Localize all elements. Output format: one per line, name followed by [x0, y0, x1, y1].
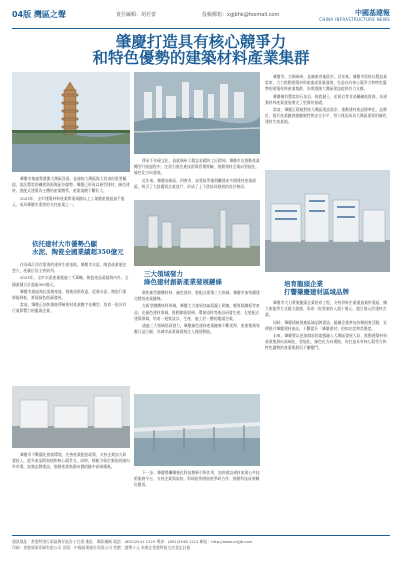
- subheading-3-line-1: 培育龍頭企業: [284, 280, 323, 288]
- section-2-paragraph-1: 聚焦新型牆體材料、綠色建材、裝配式建築三大領域，肇慶市加快構建完整的產業鏈條。: [134, 290, 260, 302]
- col2-bottom: [134, 470, 260, 532]
- intro-paragraph: 肇慶市，古稱端州，是廣東省地級市。近年來，肇慶市堅持以製造業當家，大力推動建築材料產業高質量發展，打造具有核心競爭力和特色優勢的建築材料產業集群，為粵港澳大灣區建設提供有力支撐。: [265, 74, 387, 92]
- intro-column: [265, 74, 390, 168]
- cement-plant-photo: [134, 200, 260, 266]
- footer-line-2: 印刷：香港報業印刷有限公司 出版：中國基建報社有限公司 售價：港幣十元 本報在香港特區合法登記註冊: [12, 545, 191, 550]
- section-3-paragraph-3: 未來，肇慶將以更加開放的姿態融入大灣區發展大局，推動建築材料產業集群向高端化、智能化、綠色化方向邁進，為打造具有核心競爭力和特色優勢的產業集群而不懈奮鬥。: [265, 333, 387, 351]
- page-header: [12, 6, 390, 29]
- section-1-paragraph-3: 肇慶市通過淘汰落後產能、推進技術改造，促進水泥、陶瓷行業節能降耗，實現綠色低碳發展。: [12, 288, 127, 301]
- col3-paragraph-1: 肇慶擁有豐富的石灰岩、陶瓷黏土、花崗岩等非金屬礦產資源，為建築材料產業發展奠定了堅實的基礎。: [265, 93, 387, 105]
- col1-body: [12, 176, 130, 234]
- col3-paragraph-2: 當前，肇慶正積極對接大灣區建設需求，推動建材產品標準化、品牌化，提升產業鏈供應鏈韌性和安全水平，努力建設成為大灣區重要的綠色建材生產基地。: [265, 107, 387, 125]
- section-1-body: [12, 262, 130, 382]
- subheading-2-line-2: 綠色建材創新產業發展鏈條: [144, 278, 222, 286]
- col1-bottom: [12, 452, 130, 532]
- section-2-paragraph-2: 在新型牆體材料領域，肇慶大力發展加氣混凝土砌塊、輕質隔牆板等產品；在綠色建材領域，推動節能玻璃、環保塗料等產品研發生產；在裝配式建築領域，培育一批集設計、生產、施工於一體的龍頭企業。: [134, 303, 260, 321]
- subheading-1-line-1: 依托建材大市優勢凸顯: [32, 240, 97, 248]
- footer-line-1: 通訊地址：香港特別行政區灣仔區告士打道 地址：郵政編碼 電話：(852)2541 1220 傳真：(852)2548 1211 網址：http://www.cnjjjb.com: [12, 539, 253, 544]
- headline-line-1: 肇慶打造具有核心競爭力: [115, 32, 287, 51]
- subheading-2: [144, 270, 260, 286]
- section-1-paragraph-4: 當前，肇慶正加快推進傳統建材產業數字化轉型，培育一批具有行業影響力的龍頭企業。: [12, 302, 127, 314]
- subheading-3: [284, 280, 390, 296]
- subheading-1: [32, 240, 132, 256]
- subheading-3-line-2: 打響肇慶建材區域品牌: [284, 288, 349, 296]
- col1-bottom-paragraph: 肇慶市不斷優化營商環境，完善產業配套政策，支持企業加大研發投入，提升產品附加值和核心競爭力。同時，積極引導企業拓展國內外市場，加強品牌建設，推動產業集群向價值鏈中高端邁進。: [12, 452, 130, 470]
- subheading-2-line-1: 三大領域發力: [144, 270, 183, 278]
- col2-bottom-paragraph: 下一步，肇慶將繼續強化科技創新引領作用，加快建設建材產業公共技術服務平台，支持企業與高校、科研院所開展產學研合作，推動科技成果轉化應用。: [134, 470, 260, 488]
- editor-credit: 責任編輯：胡若蕾: [116, 12, 157, 18]
- section-3-paragraph-1: 肇慶市大力實施龍頭企業培育工程，支持骨幹企業通過兼併重組、擴大產能等方式做大做強，形成一批營業收入超十億元、超百億元的建材企業。: [265, 300, 387, 318]
- col2-paragraph-2: 近年來，肇慶高新區、四會市、高要區等地相繼建成多個建材產業園區，吸引了大批優質企業落戶，形成了上下游協同發展的良好格局。: [134, 177, 256, 189]
- col2-body: [134, 158, 260, 198]
- page-label: 04版 灣區之聲: [12, 10, 66, 19]
- section-3-paragraph-2: 同時，肇慶積極推進區域品牌建設，組織企業參加各類展會活動，宣傳推介肇慶建材產品，不斷提升「肇慶建材」的知名度和美譽度。: [265, 319, 387, 331]
- page-footer: [12, 535, 390, 551]
- bridge-photo: [134, 394, 260, 466]
- section-1-paragraph-2: 2023年，全市水泥產量超過三千萬噸，陶瓷產品遠銷海內外，全國業績合計超過350億元。: [12, 275, 129, 287]
- factory-interior-photo: [12, 386, 130, 448]
- pagoda-photo: [12, 72, 130, 172]
- industrial-park-photo: [265, 170, 390, 272]
- submission-email: 投稿郵箱：xgjbhk@foxmail.com: [202, 12, 280, 18]
- col1-paragraph-2: 2023年，全市建築材料產業實現規模以上工業總產值超過千億元，成為肇慶市重要的支柱產業之一。: [12, 195, 125, 207]
- newspaper-logo: 中國基建報: [355, 9, 390, 17]
- section-2-body: [134, 290, 260, 390]
- subheading-1-line-2: 水泥、陶瓷全國業績超350億元: [32, 248, 124, 256]
- col1-paragraph-1: 肇慶市地處粵港澳大灣區西部，是連接大灣區與大西南的重要樞紐。依託豐富的礦產資源與區位優勢，肇慶已形成以新型建材、綠色建材、裝配式建築為主體的產業體系，產業規模不斷壯大。: [12, 176, 130, 194]
- newspaper-logo-sub: CHINA INFRASTRUCTURE NEWS: [319, 17, 390, 22]
- section-1-paragraph-1: 作為珠江西岸重要的建材生產基地，肇慶市水泥、陶瓷產業歷史悠久，產量位居全省前列。: [12, 262, 127, 274]
- col2-paragraph-1: 傳承千年硯文化，造就端州人精益求精的工匠精神。肇慶市在推動產業轉型升級過程中，注重引進先進技術與管理經驗，推動建材企業向智能化、綠色化方向發展。: [134, 158, 260, 176]
- section-3-body: [265, 300, 390, 530]
- section-2-paragraph-3: 通過三大領域協同發力，肇慶綠色建材產業鏈條不斷延伸，產業集聚效應日益凸顯，為城市高質量發展注入強勁動能。: [134, 323, 260, 335]
- headline-line-2: 和特色優勢的建築材料產業集群: [92, 48, 310, 67]
- aerial-city-photo: [134, 72, 260, 154]
